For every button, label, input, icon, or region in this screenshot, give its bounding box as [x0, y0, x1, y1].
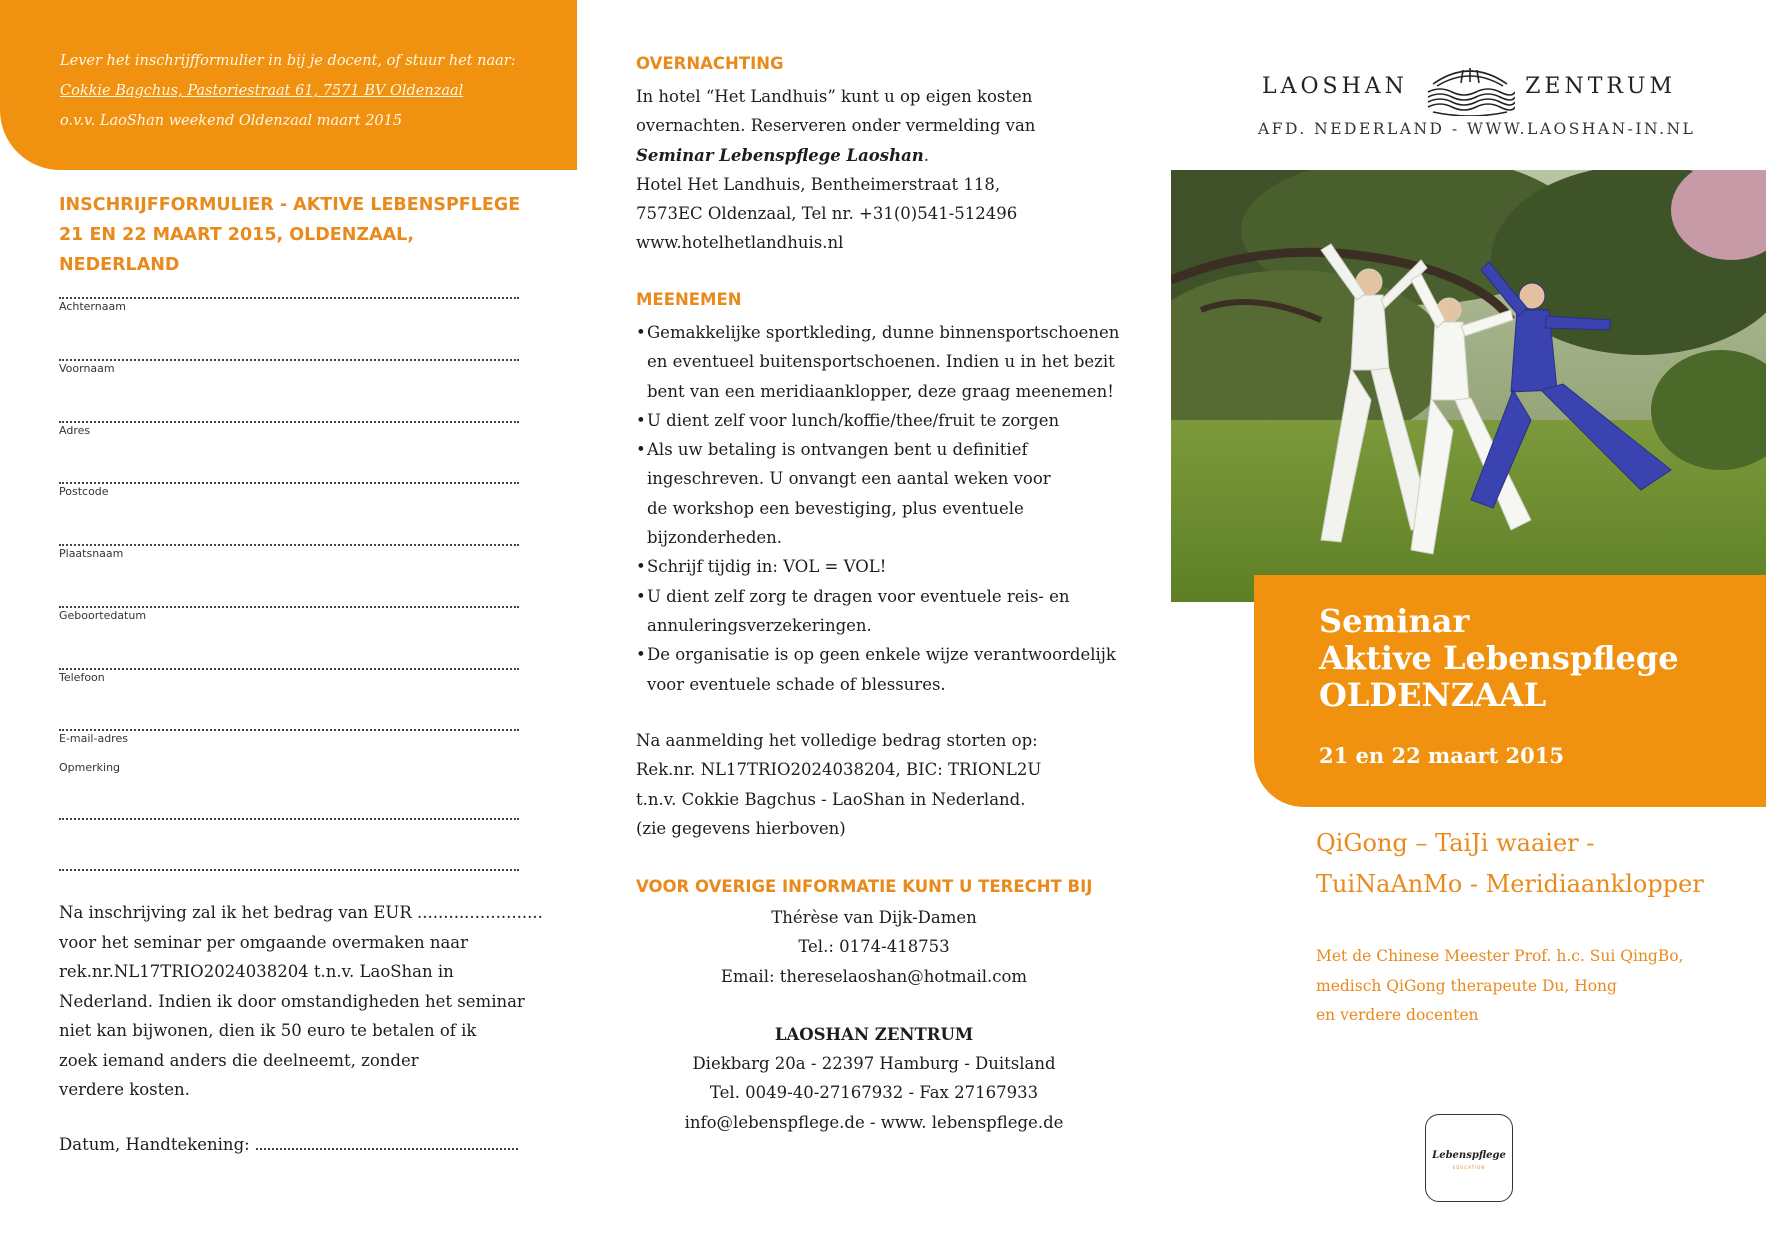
payment-line: voor het seminar per omgaande overmaken naar: [59, 932, 469, 952]
list-item: • Gemakkelijke sportkleding, dunne binnensportschoenen en eventueel buitensportschoenen. Indien u in het bezit bent van een meridiaanklopper, deze graag meenemen!: [636, 318, 1136, 406]
field-label: Telefoon: [59, 671, 105, 684]
spacer: [636, 991, 1112, 1020]
signature-line[interactable]: [256, 1148, 518, 1150]
overnight-line: overnachten. Reserveren onder vermelding van: [636, 116, 1036, 136]
registration-banner: [0, 0, 577, 170]
bring-list: [636, 318, 1136, 699]
logo-word-left: LAOSHAN: [1262, 74, 1408, 99]
teachers-info: [1316, 942, 1684, 1031]
org-phone: Tel. 0049-40-27167932 - Fax 27167933: [709, 1083, 1039, 1103]
payment-line: Na inschrijving zal ik het bedrag van EUR ........................: [59, 903, 543, 922]
field-line: [59, 544, 519, 546]
lebenspflege-logo: [1425, 1114, 1513, 1202]
banner-instructions: [60, 46, 560, 136]
field-label: Postcode: [59, 485, 109, 498]
badge-subtitle: EDUCATION: [1452, 1165, 1486, 1170]
form-title-line: 21 EN 22 MAART 2015, OLDENZAAL, NEDERLAND: [59, 225, 414, 275]
wave-emblem-icon: [1425, 64, 1515, 116]
field-line: [59, 729, 519, 731]
overnight-heading: OVERNACHTING: [636, 54, 784, 73]
field-label: Voornaam: [59, 362, 115, 375]
field-label: E-mail-adres: [59, 732, 128, 745]
bank-line: Na aanmelding het volledige bedrag storten op:: [636, 731, 1038, 750]
overnight-line: Seminar Lebenspflege Laoshan.: [636, 145, 930, 165]
contact-email[interactable]: Email: thereselaoshan@hotmail.com: [720, 966, 1028, 986]
laoshan-logo: [1262, 64, 1682, 116]
title-line: Aktive Lebenspflege: [1319, 639, 1679, 677]
field-line: [59, 359, 519, 361]
title-line: OLDENZAAL: [1319, 676, 1547, 714]
bank-details: [636, 726, 1126, 843]
remark-line[interactable]: [59, 818, 519, 820]
org-name: LAOSHAN ZENTRUM: [774, 1024, 974, 1044]
org-web[interactable]: info@lebenspflege.de - www. lebenspflege.de: [684, 1112, 1064, 1132]
org-address: Diekbarg 20a - 22397 Hamburg - Duitsland: [692, 1054, 1056, 1074]
field-line: [59, 297, 519, 299]
field-line: [59, 482, 519, 484]
logo-subtitle[interactable]: AFD. NEDERLAND - WWW.LAOSHAN-IN.NL: [1258, 120, 1696, 138]
teacher-line: medisch QiGong therapeute Du, Hong: [1316, 976, 1617, 995]
field-label: Plaatsnaam: [59, 547, 124, 560]
remark-line[interactable]: [59, 869, 519, 871]
bank-line: Rek.nr. NL17TRIO2024038204, BIC: TRIONL2U: [636, 760, 1042, 780]
payment-declaration: [59, 898, 543, 1105]
seminar-subjects: [1316, 823, 1704, 905]
payment-line: Nederland. Indien ik door omstandigheden het seminar: [59, 991, 525, 1011]
surname-field[interactable]: [59, 297, 519, 355]
taiji-photo: [1171, 170, 1766, 602]
payment-line: niet kan bijwonen, dien ik 50 euro te betalen of ik: [59, 1021, 477, 1040]
list-item: • Schrijf tijdig in: VOL = VOL!: [636, 552, 1136, 581]
form-title-line: INSCHRIJFFORMULIER - AKTIVE LEBENSPFLEGE: [59, 195, 521, 215]
banner-line: o.v.v. LaoShan weekend Oldenzaal maart 2015: [60, 113, 403, 129]
payment-line: zoek iemand anders die deelneemt, zonder: [59, 1050, 419, 1070]
list-item: • Als uw betaling is ontvangen bent u definitief ingeschreven. U onvangt een aantal weken voor de workshop een bevestiging, plus eventuele bijzonderheden.: [636, 435, 1136, 552]
payment-line: verdere kosten.: [59, 1080, 190, 1099]
first-name-field[interactable]: [59, 359, 519, 417]
field-label: Geboortedatum: [59, 609, 147, 622]
banner-address-link[interactable]: Cokkie Bagchus, Pastoriestraat 61, 7571 BV Oldenzaal: [60, 83, 464, 99]
field-line: [59, 421, 519, 423]
overnight-text: [636, 82, 1126, 258]
contact-phone: Tel.: 0174-418753: [798, 937, 950, 957]
overnight-line: 7573EC Oldenzaal, Tel nr. +31(0)541-512496: [636, 204, 1018, 224]
remark-label: Opmerking: [59, 761, 121, 774]
seminar-title-box: [1254, 575, 1766, 807]
seminar-date: 21 en 22 maart 2015: [1319, 743, 1564, 768]
field-line: [59, 668, 519, 670]
seminar-name: Seminar Lebenspflege Laoshan: [636, 145, 924, 165]
email-field[interactable]: [59, 729, 519, 787]
hotel-website-link[interactable]: www.hotelhetlandhuis.nl: [636, 233, 844, 253]
field-label: Achternaam: [59, 300, 126, 313]
field-label: Adres: [59, 424, 91, 437]
list-item: • U dient zelf voor lunch/koffie/thee/fruit te zorgen: [636, 406, 1136, 435]
badge-name: Lebenspflege: [1432, 1150, 1506, 1161]
signature-row: [59, 1135, 518, 1154]
field-line: [59, 606, 519, 608]
teacher-line: en verdere docenten: [1316, 1006, 1479, 1024]
info-heading: VOOR OVERIGE INFORMATIE KUNT U TERECHT BIJ: [636, 877, 1093, 896]
contact-name: Thérèse van Dijk-Damen: [771, 908, 977, 927]
overnight-line: Hotel Het Landhuis, Bentheimerstraat 118,: [636, 174, 1001, 194]
teacher-line: Met de Chinese Meester Prof. h.c. Sui QingBo,: [1316, 947, 1684, 965]
banner-line: Lever het inschrijfformulier in bij je docent, of stuur het naar:: [60, 53, 516, 69]
city-field[interactable]: [59, 544, 519, 602]
postcode-field[interactable]: [59, 482, 519, 540]
subject-line: TuiNaAnMo - Meridiaanklopper: [1316, 870, 1704, 898]
list-item: • U dient zelf zorg te dragen voor eventuele reis- en annuleringsverzekeringen.: [636, 582, 1136, 641]
contact-block: [636, 903, 1112, 1137]
bank-line: t.n.v. Cokkie Bagchus - LaoShan in Nederland.: [636, 789, 1026, 809]
signature-label: Datum, Handtekening:: [59, 1135, 250, 1154]
address-field[interactable]: [59, 421, 519, 479]
form-title: [59, 190, 539, 280]
birthdate-field[interactable]: [59, 606, 519, 664]
subject-line: QiGong – TaiJi waaier -: [1316, 829, 1595, 857]
seminar-title: [1319, 603, 1679, 714]
title-line: Seminar: [1319, 602, 1470, 640]
overnight-line: In hotel “Het Landhuis” kunt u op eigen kosten: [636, 87, 1033, 106]
logo-word-right: ZENTRUM: [1525, 74, 1676, 99]
phone-field[interactable]: [59, 668, 519, 726]
bank-line: (zie gegevens hierboven): [636, 818, 846, 838]
payment-line: rek.nr.NL17TRIO2024038204 t.n.v. LaoShan in: [59, 962, 454, 981]
photo-illustration: [1171, 170, 1766, 602]
list-item: • De organisatie is op geen enkele wijze verantwoordelijk voor eventuele schade of blessures.: [636, 640, 1136, 699]
bring-heading: MEENEMEN: [636, 290, 742, 309]
